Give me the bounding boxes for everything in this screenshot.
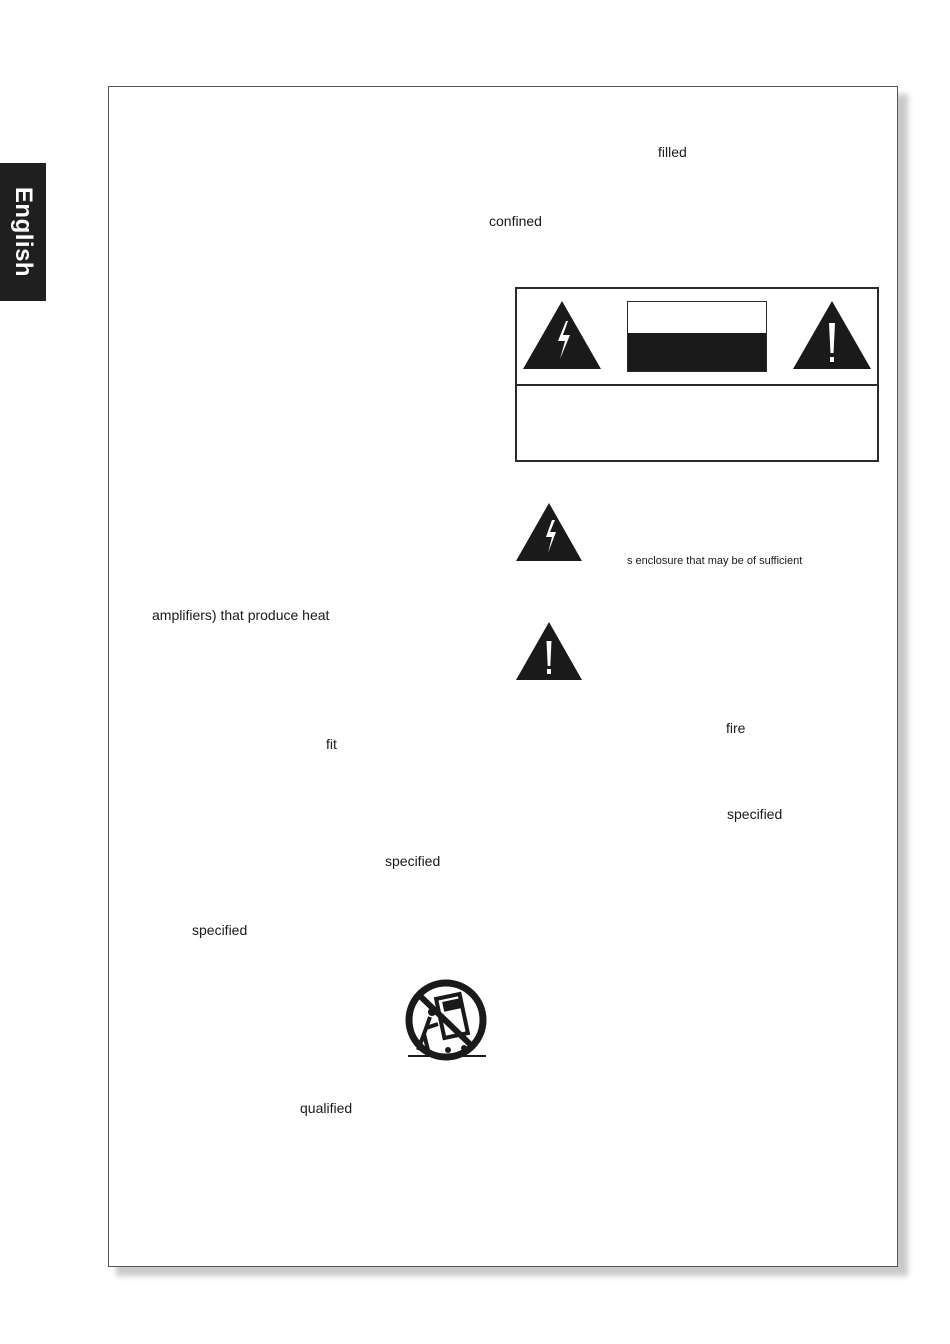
- page-frame: [108, 86, 898, 1267]
- text-fit: fit: [326, 736, 337, 752]
- text-specified-left: specified: [192, 922, 248, 938]
- caution-divider: [517, 384, 877, 386]
- language-tab: [0, 163, 46, 301]
- exclamation-warning-icon: [515, 621, 583, 681]
- text-specified-mid: specified: [385, 853, 441, 869]
- exclamation-warning-icon: [791, 299, 873, 371]
- text-qualified: qualified: [300, 1100, 353, 1116]
- lightning-bolt-warning-icon: [515, 502, 583, 562]
- language-tab-label: English: [10, 186, 37, 278]
- caution-label-dark-band: [628, 333, 766, 371]
- text-specified-right: specified: [727, 806, 783, 822]
- text-fire: fire: [726, 720, 746, 736]
- text-filled: filled: [658, 144, 687, 160]
- caution-label: [627, 301, 767, 372]
- caution-box: [515, 287, 879, 462]
- cart-tip-over-warning-icon: [402, 978, 490, 1062]
- text-confined: confined: [489, 213, 542, 229]
- lightning-bolt-warning-icon: [521, 299, 603, 371]
- text-amplifiers: amplifiers) that produce heat: [152, 607, 330, 623]
- text-enclosure: s enclosure that may be of sufficient: [627, 555, 803, 567]
